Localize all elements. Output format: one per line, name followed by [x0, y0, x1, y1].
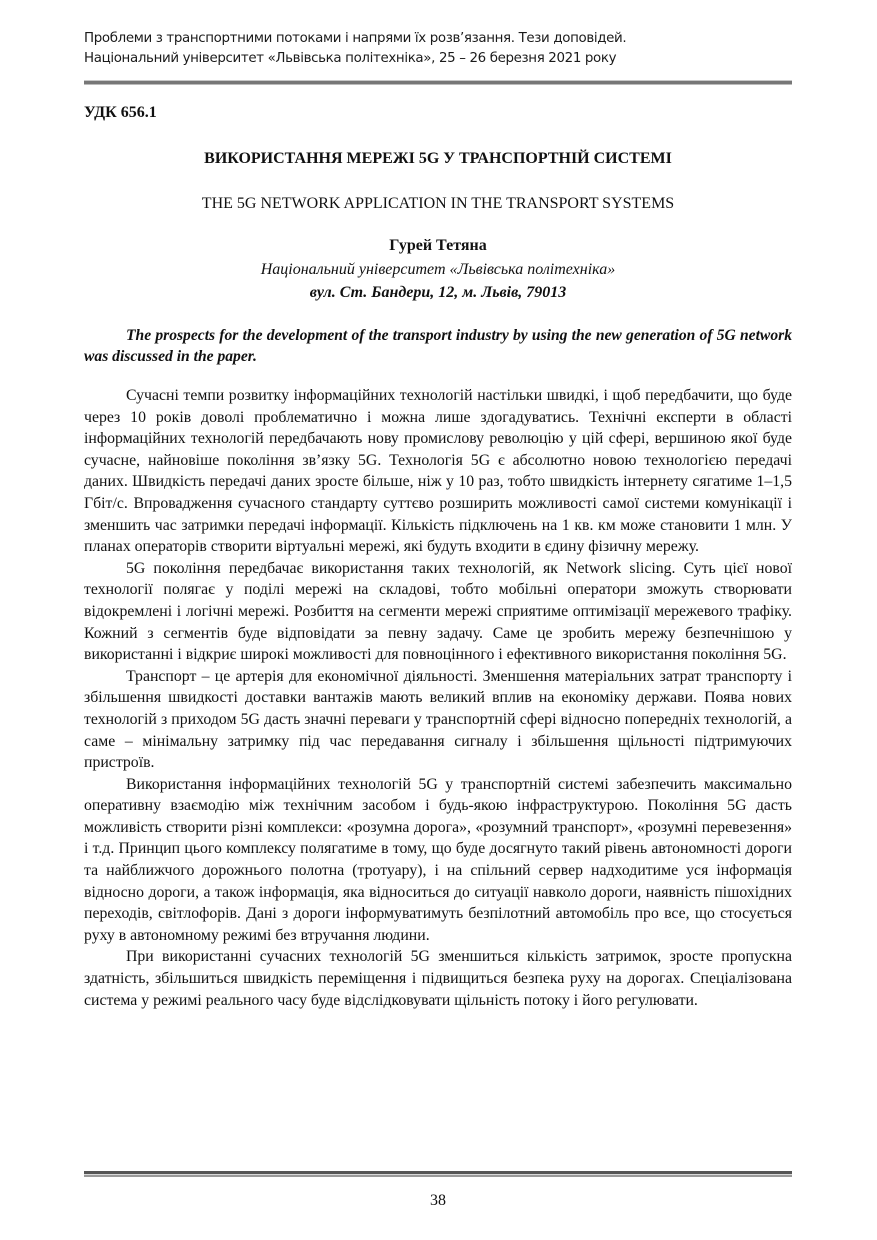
author-affiliation: Національний університет «Львівська політехніка»	[260, 261, 616, 278]
body-paragraph-2: 5G покоління передбачає використання таких технологій, як Network slicing. Суть цієї нової технології полягає у поділі мережі на складові, тобто мобільні оператори зможуть створювати відокремлені і логічні мережі. Розбиття на сегменти мережі сприятиме оптимізації мережевого трафіку. Кожний з сегментів буде відповідати за певну задачу. Саме це зробить мережу безпечнішою у використанні і відкриє широкі можливості для повноцінного і ефективного використання покоління 5G.	[84, 559, 792, 664]
article-title-ukrainian: ВИКОРИСТАННЯ МЕРЕЖІ 5G У ТРАНСПОРТНІЙ СИСТЕМІ	[204, 150, 672, 167]
header-divider	[84, 80, 792, 85]
footer-divider	[84, 1171, 792, 1177]
abstract: The prospects for the development of the transport industry by using the new generation of 5G network was discussed in the paper.	[84, 327, 792, 365]
author-name: Гурей Тетяна	[389, 237, 487, 254]
body-paragraph-4: Використання інформаційних технологій 5G у транспортній системі забезпечить максимально оперативну взаємодію між технічним засобом і будь-якою інфраструктурою. Покоління 5G дасть можливість створити різні комплекси: «розумна дорога», «розумний транспорт», «розумні перевезення» і т.д. Принцип цього комплексу полягатиме в тому, що буде досягнуто такий рівень автономності дороги та найближчого дорожнього полотна (тротуару), і на спільний сервер надходитиме уся інформація відносно дороги, а також інформація, яка відноситься до ситуації навколо дороги, наявність пішохідних переходів, світлофорів. Дані з дороги інформуватимуть безпілотний автомобіль про все, що стосується руху в автономному режимі без втручання людини.	[84, 775, 792, 944]
body-paragraph-5: При використанні сучасних технологій 5G зменшиться кількість затримок, зросте пропускна здатність, збільшиться швидкість переміщення і підвищиться безпека руху на дорогах. Спеціалізована система у режимі реального часу буде відслідковувати щільність потоку і його регулювати.	[84, 948, 792, 1009]
running-header-line-1: Проблеми з транспортними потоками і напрями їх розв’язання. Тези доповідей.	[84, 31, 627, 46]
udk-code: УДК 656.1	[84, 104, 157, 121]
body-paragraph-1: Сучасні темпи розвитку інформаційних технологій настільки швидкі, і щоб передбачити, що буде через 10 років доволі проблематично і можна лише здогадуватись. Технічні експерти в області інформаційних технологій передбачають нову промислову революцію у цій сфері, вершиною якої буде сучасне, найновіше покоління зв’язку 5G. Технологія 5G є абсолютно новою технологією передачі даних. Швидкість передачі даних зросте більше, ніж у 10 раз, тобто швидкість інтернету сягатиме 1–1,5 Гбіт/с. Впровадження сучасного стандарту суттєво розширить можливості самої системи комунікації і зменшить час затримки передачі інформації. Кількість підключень на 1 кв. км може становити 1 млн. У планах операторів створити віртуальні мережі, які будуть входити в єдину фізичну мережу.	[84, 387, 792, 556]
article-title-english: THE 5G NETWORK APPLICATION IN THE TRANSPORT SYSTEMS	[201, 195, 675, 212]
running-header-line-2: Національний університет «Львівська політехніка», 25 – 26 березня 2021 року	[84, 51, 617, 66]
page-number: 38	[430, 1192, 446, 1209]
author-address: вул. Ст. Бандери, 12, м. Львів, 79013	[309, 284, 567, 301]
running-header	[84, 29, 804, 69]
body-paragraph-3: Транспорт – це артерія для економічної діяльності. Зменшення матеріальних затрат транспорту і збільшення швидкості доставки вантажів мають великий вплив на економіку держави. Поява нових технологій з приходом 5G дасть значні переваги у транспортній сфері відносно попередніх технологій, а саме – мінімальну затримку під час передавання сигналу і збільшення щільності підтримуючих пристроїв.	[84, 667, 792, 772]
article-body	[84, 385, 792, 1011]
